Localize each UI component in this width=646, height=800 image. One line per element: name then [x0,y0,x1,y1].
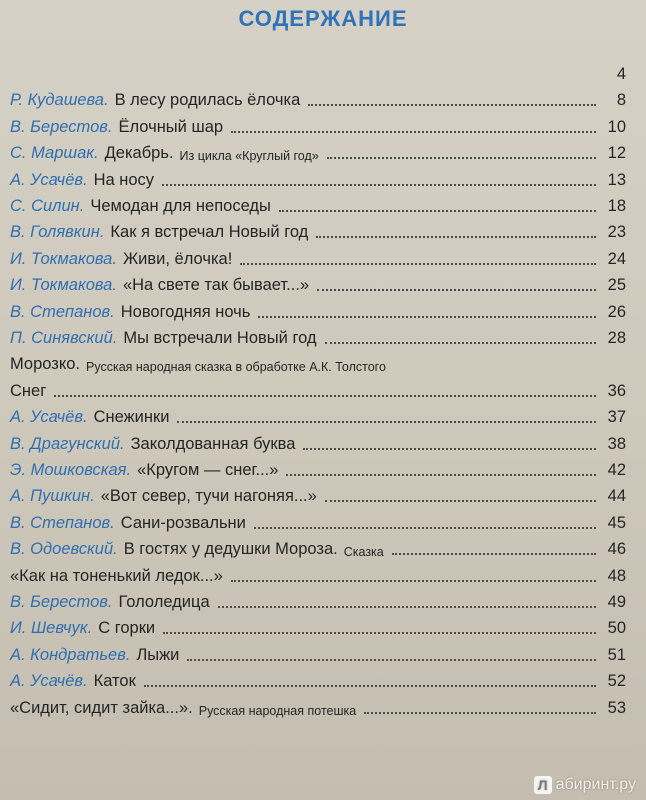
toc-entry [10,401,626,427]
dot-leader [54,395,596,397]
entry-note: Русская народная сказка в обработке А.К. Толстого [86,360,386,375]
toc-entry [10,639,626,665]
entry-page-number: 37 [607,408,626,427]
entry-page-number: 49 [607,593,626,611]
entry-page-number: 8 [616,91,626,110]
entry-title: С горки [98,619,156,638]
toc-entry [10,586,626,612]
entry-author: В. Драгунский. [10,434,125,453]
entry-author: А. Пушкин. [10,487,95,506]
toc-entry [10,375,626,401]
entry-page-number: 25 [607,276,626,295]
entry-title: Морозко. [10,355,81,374]
entry-page-number: 48 [607,566,626,585]
entry-author: В. Берестов. [10,593,113,611]
toc-entry [10,322,626,348]
watermark-text: абиринт.ру [555,776,636,793]
entry-author: А. Усачёв. [10,408,88,427]
entry-author: В. Голявкин. [10,223,105,242]
toc-entry [10,296,626,322]
entry-author: С. Силин. [10,197,85,215]
entry-page-number: 23 [607,223,626,242]
entry-page-number: 53 [607,698,626,717]
toc-entry [10,612,626,638]
entry-title: Снежинки [93,408,170,427]
entry-title: «Сидит, сидит зайка...». [10,698,193,717]
entry-author: В. Степанов. [10,302,115,321]
entry-note: Сказка [343,545,384,560]
toc-entry [10,692,626,718]
toc-entry [10,164,626,190]
entry-author: С. Маршак. [10,144,99,163]
entry-page-number: 50 [607,619,626,638]
dot-leader [240,263,596,265]
dot-leader [254,527,596,529]
entry-page-number: 36 [607,381,626,400]
entry-page-number: 24 [607,249,626,268]
entry-page-number: 18 [607,197,626,215]
entry-title: «На свете так бывает...» [122,276,310,295]
entry-author: И. Шевчук. [10,619,93,638]
watermark [534,776,636,794]
entry-author: А. Усачёв. [10,170,88,189]
entry-page-number: 4 [616,65,626,83]
entry-page-number: 26 [607,302,626,321]
dot-leader [144,685,596,687]
entry-title: Сани-розвальни [120,513,246,532]
toc-entry [10,560,626,586]
entry-author: В. Берестов. [10,117,113,136]
dot-leader [316,236,596,238]
dot-leader [286,474,596,476]
dot-leader [325,500,596,502]
toc-entry [10,58,626,84]
entry-title: Живи, ёлочка! [122,249,233,268]
toc-entry [10,533,626,559]
toc-entry [10,269,626,295]
toc-entry [10,428,626,454]
toc-entry [10,111,626,137]
entry-title: В лесу родилась ёлочка [114,91,301,110]
entry-author: Р. Кудашева. [10,91,109,110]
entry-author: А. Усачёв. [10,672,88,691]
entry-title: В гостях у дедушки Мороза. [123,540,338,559]
dot-leader [317,289,596,291]
dot-leader [325,342,596,344]
entry-author: И. Токмакова. [10,276,117,295]
dot-leader [231,131,596,133]
dot-leader [308,104,596,106]
dot-leader [163,632,596,634]
entry-title: «Вот север, тучи нагоняя...» [100,487,317,506]
entry-page-number: 51 [607,645,626,664]
entry-page-number: 45 [607,513,626,532]
toc-entry [10,137,626,163]
entry-title: Каток [93,672,136,691]
entry-title: Новогодняя ночь [120,302,251,321]
toc-entry [10,84,626,110]
toc-entry [10,665,626,691]
entry-title: «Как на тоненький ледок...» [10,566,223,585]
entry-title: Заколдованная буква [130,434,296,453]
toc-entry [10,507,626,533]
dot-leader [364,712,596,714]
toc-entry [10,190,626,216]
dot-leader [231,580,596,582]
entry-author: П. Синявский. [10,329,118,347]
entry-note: Русская народная потешка [198,703,357,718]
entry-author: В. Одоевский. [10,540,118,559]
entry-author: И. Токмакова. [10,249,117,268]
entry-title: На носу [93,170,155,189]
dot-leader [162,184,596,186]
entry-page-number: 28 [607,329,626,347]
dot-leader [258,316,596,318]
entry-note: Из цикла «Круглый год» [179,149,319,164]
dot-leader [392,553,596,555]
entry-page-number: 46 [607,540,626,559]
entry-title: Декабрь. [104,144,174,163]
entry-title: Чемодан для непоседы [90,197,271,215]
toc-entry [10,216,626,242]
entry-author: В. Степанов. [10,513,115,532]
dot-leader [327,157,596,159]
dot-leader [177,421,596,423]
dot-leader [303,448,596,450]
entry-title: Гололедица [118,593,210,611]
entry-page-number: 13 [607,170,626,189]
entry-page-number: 12 [607,144,626,163]
toc-entry [10,480,626,506]
dot-leader [187,659,596,661]
toc-entry [10,348,626,374]
entry-page-number: 42 [607,461,626,479]
entry-title: Как я встречал Новый год [110,223,309,242]
entry-title: Ёлочный шар [118,117,224,136]
entry-page-number: 44 [607,487,626,506]
dot-leader [218,606,596,608]
entry-page-number: 52 [607,672,626,691]
entry-page-number: 38 [607,434,626,453]
entry-page-number: 10 [607,117,626,136]
entry-title: Снег [10,381,47,400]
entry-author: А. Кондратьев. [10,645,131,664]
toc-entry [10,243,626,269]
entry-title: «Кругом — снег...» [137,461,279,479]
entry-title: Мы встречали Новый год [123,329,317,347]
toc-entry [10,454,626,480]
page-title: СОДЕРЖАНИЕ [238,6,408,31]
dot-leader [279,210,596,212]
entry-author: Э. Мошковская. [10,461,132,479]
entry-title: Лыжи [136,645,180,664]
labirint-logo-icon: Л [534,776,552,794]
